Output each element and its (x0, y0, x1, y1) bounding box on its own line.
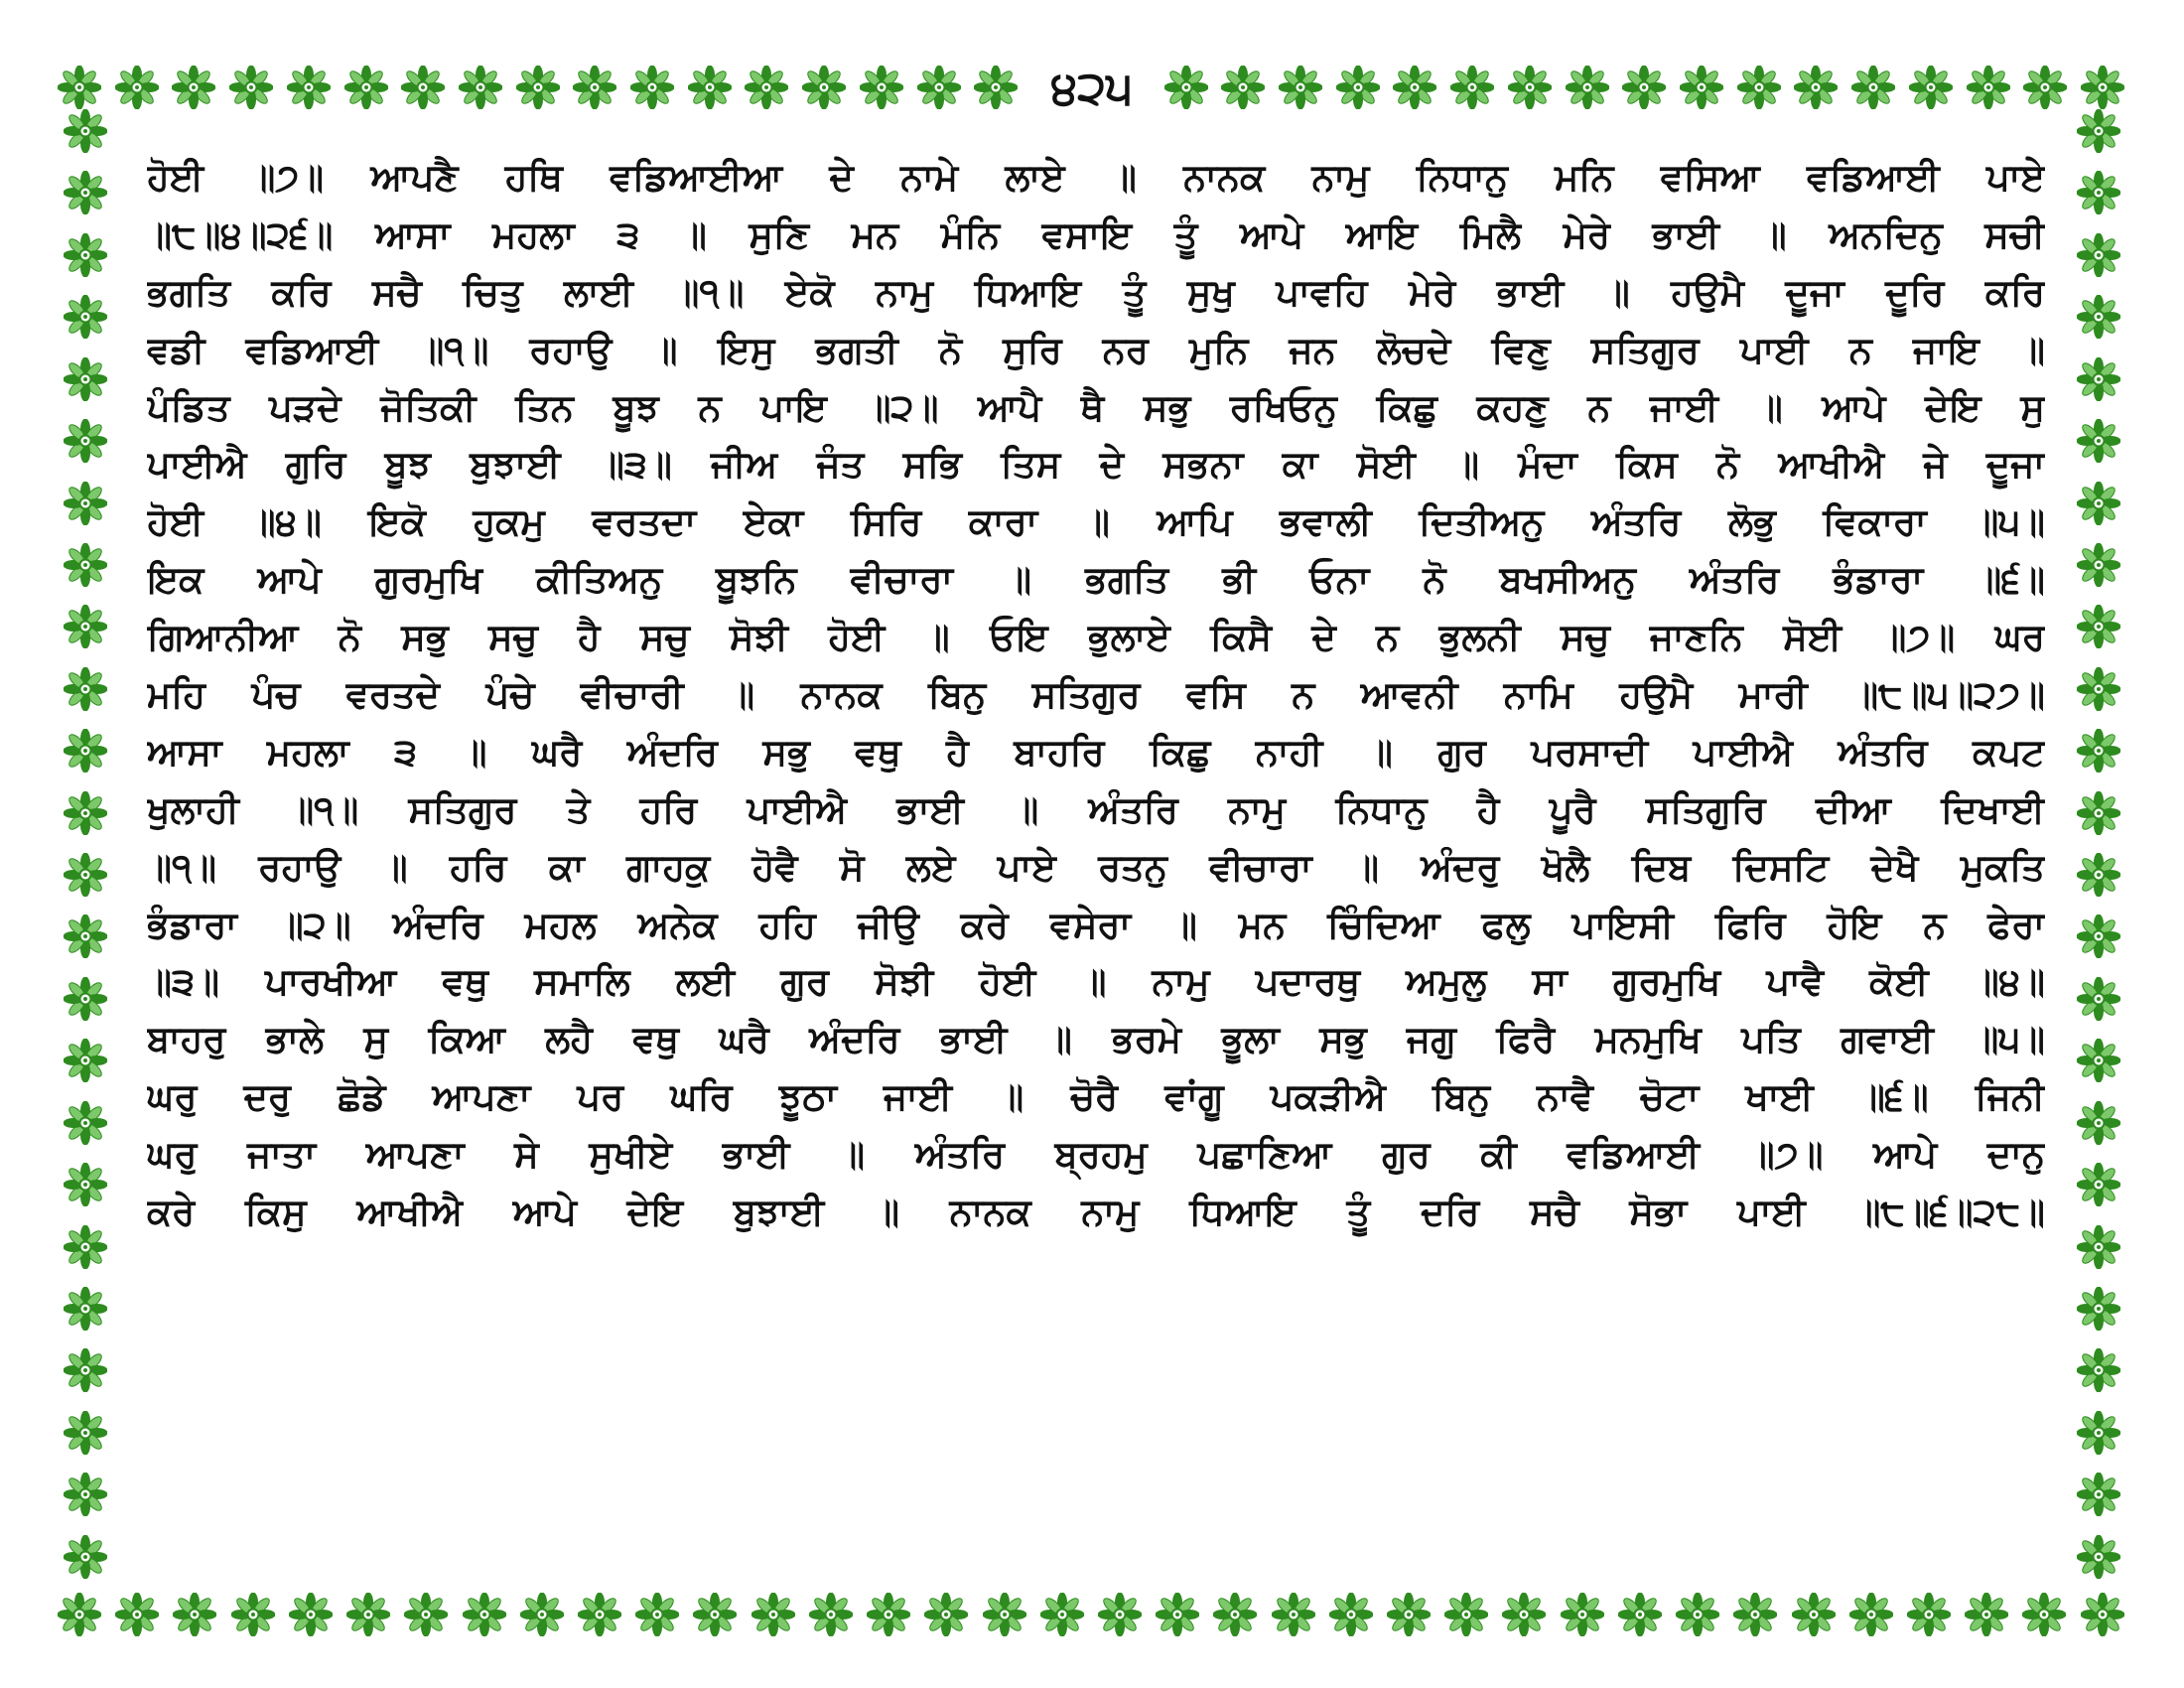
flower-ornament-icon (630, 66, 674, 109)
flower-ornament-icon (64, 791, 107, 835)
flower-ornament-icon (64, 605, 107, 648)
flower-ornament-icon (745, 66, 788, 109)
flower-ornament-icon (1450, 66, 1494, 109)
flower-ornament-icon (2077, 1039, 2120, 1082)
floral-border-left (56, 109, 115, 1579)
flower-ornament-icon (693, 1593, 737, 1636)
flower-ornament-icon (2077, 1101, 2120, 1145)
flower-ornament-icon (1272, 1593, 1315, 1636)
flower-ornament-icon (344, 66, 388, 109)
scripture-text (147, 149, 2045, 1529)
flower-ornament-icon (1907, 1593, 1951, 1636)
flower-ornament-icon (2077, 729, 2120, 773)
flower-ornament-icon (2077, 1163, 2120, 1206)
flower-ornament-icon (229, 66, 273, 109)
flower-ornament-icon (1279, 66, 1322, 109)
flower-ornament-icon (860, 66, 903, 109)
flower-ornament-icon (115, 1593, 159, 1636)
flower-ornament-icon (1040, 1593, 1084, 1636)
flower-ornament-icon (64, 543, 107, 587)
flower-ornament-icon (173, 1593, 216, 1636)
flower-ornament-icon (974, 66, 1018, 109)
text-line: ਕਰੇ ਕਿਸੁ ਆਖੀਐ ਆਪੇ ਦੇਇ ਬੁਝਾਈ ॥ ਨਾਨਕ ਨਾਮੁ ਧਿਆਇ ਤੂੰ ਦਰਿ ਸਚੈ ਸੋਭਾ ਪਾਈ ॥੮॥੬॥੨੮॥ (147, 1191, 2045, 1234)
text-line: ਵਡੀ ਵਡਿਆਈ ॥੧॥ ਰਹਾਉ ॥ ਇਸੁ ਭਗਤੀ ਨੋ ਸੁਰਿ ਨਰ ਮੁਨਿ ਜਨ ਲੋਚਦੇ ਵਿਣੁ ਸਤਿਗੁਰ ਪਾਈ ਨ ਜਾਇ ॥ (147, 328, 2045, 371)
flower-ornament-icon (1444, 1593, 1488, 1636)
flower-ornament-icon (2077, 1411, 2120, 1455)
flower-ornament-icon (2077, 1535, 2120, 1579)
flower-ornament-icon (2081, 66, 2124, 109)
flower-ornament-icon (58, 1593, 101, 1636)
flower-ornament-icon (1387, 1593, 1431, 1636)
flower-ornament-icon (231, 1593, 275, 1636)
flower-ornament-icon (2077, 419, 2120, 463)
flower-ornament-icon (64, 1039, 107, 1082)
flower-ornament-icon (64, 109, 107, 153)
flower-ornament-icon (115, 66, 159, 109)
flower-ornament-icon (64, 1348, 107, 1392)
flower-ornament-icon (346, 1593, 390, 1636)
flower-ornament-icon (2077, 357, 2120, 401)
page-number: ੪੨੫ (1023, 62, 1161, 113)
flower-ornament-icon (2077, 295, 2120, 339)
flower-ornament-icon (2077, 1473, 2120, 1516)
flower-ornament-icon (1098, 1593, 1142, 1636)
flower-ornament-icon (64, 1163, 107, 1206)
flower-ornament-icon (2077, 853, 2120, 897)
flower-ornament-icon (64, 1411, 107, 1455)
text-line: ਗਿਆਨੀਆ ਨੋ ਸਭੁ ਸਚੁ ਹੈ ਸਚੁ ਸੋਝੀ ਹੋਈ ॥ ਓਇ ਭੁਲਾਏ ਕਿਸੈ ਦੇ ਨ ਭੁਲਨੀ ਸਚੁ ਜਾਣਨਿ ਸੋਈ ॥੭॥ ਘਰ (147, 616, 2045, 659)
flower-ornament-icon (1676, 1593, 1719, 1636)
text-line: ਮਹਿ ਪੰਚ ਵਰਤਦੇ ਪੰਚੇ ਵੀਚਾਰੀ ॥ ਨਾਨਕ ਬਿਨੁ ਸਤਿਗੁਰ ਵਸਿ ਨ ਆਵਨੀ ਨਾਮਿ ਹਉਮੈ ਮਾਰੀ ॥੮॥੫॥੨੭॥ (147, 673, 2045, 717)
flower-ornament-icon (2077, 543, 2120, 587)
flower-ornament-icon (1221, 66, 1265, 109)
flower-ornament-icon (688, 66, 732, 109)
flower-ornament-icon (2023, 66, 2067, 109)
flower-ornament-icon (64, 1225, 107, 1269)
flower-ornament-icon (172, 66, 215, 109)
flower-ornament-icon (1622, 66, 1666, 109)
flower-ornament-icon (2081, 1593, 2124, 1636)
flower-ornament-icon (64, 914, 107, 958)
flower-ornament-icon (64, 1287, 107, 1331)
flower-ornament-icon (2077, 171, 2120, 214)
text-line: ਘਰੁ ਦਰੁ ਛੋਡੇ ਆਪਣਾ ਪਰ ਘਰਿ ਝੂਠਾ ਜਾਈ ॥ ਚੋਰੈ ਵਾਂਗੂ ਪਕੜੀਐ ਬਿਨੁ ਨਾਵੈ ਚੋਟਾ ਖਾਈ ॥੬॥ ਜਿਨੀ (147, 1075, 2045, 1119)
flower-ornament-icon (404, 1593, 448, 1636)
flower-ornament-icon (64, 1473, 107, 1516)
text-line: ਖੁਲਾਹੀ ॥੧॥ ਸਤਿਗੁਰ ਤੇ ਹਰਿ ਪਾਈਐ ਭਾਈ ॥ ਅੰਤਰਿ ਨਾਮੁ ਨਿਧਾਨੁ ਹੈ ਪੂਰੈ ਸਤਿਗੁਰਿ ਦੀਆ ਦਿਖਾਈ (147, 787, 2045, 831)
flower-ornament-icon (1336, 66, 1380, 109)
flower-ornament-icon (917, 66, 961, 109)
flower-ornament-icon (459, 66, 502, 109)
flower-ornament-icon (1156, 1593, 1199, 1636)
flower-ornament-icon (1502, 1593, 1546, 1636)
flower-ornament-icon (64, 482, 107, 525)
flower-ornament-icon (1508, 66, 1552, 109)
flower-ornament-icon (1737, 66, 1781, 109)
flower-ornament-icon (64, 729, 107, 773)
flower-ornament-icon (64, 419, 107, 463)
flower-ornament-icon (2022, 1593, 2066, 1636)
flower-ornament-icon (635, 1593, 679, 1636)
flower-ornament-icon (58, 66, 101, 109)
flower-ornament-icon (1164, 66, 1208, 109)
flower-ornament-icon (64, 295, 107, 339)
flower-ornament-icon (1965, 1593, 2008, 1636)
flower-ornament-icon (1967, 66, 2010, 109)
flower-ornament-icon (924, 1593, 968, 1636)
flower-ornament-icon (516, 66, 560, 109)
flower-ornament-icon (401, 66, 445, 109)
flower-ornament-icon (1680, 66, 1723, 109)
flower-ornament-icon (1733, 1593, 1777, 1636)
flower-ornament-icon (64, 357, 107, 401)
flower-ornament-icon (1566, 66, 1609, 109)
flower-ornament-icon (520, 1593, 564, 1636)
text-line: ਭਗਤਿ ਕਰਿ ਸਚੈ ਚਿਤੁ ਲਾਈ ॥੧॥ ਏਕੋ ਨਾਮੁ ਧਿਆਇ ਤੂੰ ਸੁਖੁ ਪਾਵਹਿ ਮੇਰੇ ਭਾਈ ॥ ਹਉਮੈ ਦੂਜਾ ਦੂਰਿ ਕਰਿ (147, 270, 2045, 314)
text-line: ॥੩॥ ਪਾਰਖੀਆ ਵਥੁ ਸਮਾਲਿ ਲਈ ਗੁਰ ਸੋਝੀ ਹੋਈ ॥ ਨਾਮੁ ਪਦਾਰਥੁ ਅਮੁਲੁ ਸਾ ਗੁਰਮੁਖਿ ਪਾਵੈ ਕੋਈ ॥੪॥ (147, 960, 2045, 1004)
flower-ornament-icon (463, 1593, 506, 1636)
text-line: ਪਾਈਐ ਗੁਰਿ ਬੂਝ ਬੁਝਾਈ ॥੩॥ ਜੀਅ ਜੰਤ ਸਭਿ ਤਿਸ ਦੇ ਸਭਨਾ ਕਾ ਸੋਈ ॥ ਮੰਦਾ ਕਿਸ ਨੋ ਆਖੀਐ ਜੇ ਦੂਜਾ (147, 443, 2045, 487)
flower-ornament-icon (64, 1535, 107, 1579)
flower-ornament-icon (64, 853, 107, 897)
flower-ornament-icon (2077, 482, 2120, 525)
flower-ornament-icon (1792, 1593, 1836, 1636)
text-line: ਬਾਹਰੁ ਭਾਲੇ ਸੁ ਕਿਆ ਲਹੈ ਵਥੁ ਘਰੈ ਅੰਦਰਿ ਭਾਈ ॥ ਭਰਮੇ ਭੂਲਾ ਸਭੁ ਜਗੁ ਫਿਰੈ ਮਨਮੁਖਿ ਪਤਿ ਗਵਾਈ ॥੫॥ (147, 1018, 2045, 1061)
flower-ornament-icon (2077, 605, 2120, 648)
text-line: ਪੰਡਿਤ ਪੜਦੇ ਜੋਤਿਕੀ ਤਿਨ ਬੂਝ ਨ ਪਾਇ ॥੨॥ ਆਪੈ ਥੈ ਸਭੁ ਰਖਿਓਨੁ ਕਿਛੁ ਕਹਣੁ ਨ ਜਾਈ ॥ ਆਪੇ ਦੇਇ ਸੁ (147, 385, 2045, 429)
text-line: ਭੰਡਾਰਾ ॥੨॥ ਅੰਦਰਿ ਮਹਲ ਅਨੇਕ ਹਹਿ ਜੀਉ ਕਰੇ ਵਸੇਰਾ ॥ ਮਨ ਚਿੰਦਿਆ ਫਲੁ ਪਾਇਸੀ ਫਿਰਿ ਹੋਇ ਨ ਫੇਰਾ (147, 903, 2045, 946)
flower-ornament-icon (983, 1593, 1026, 1636)
text-line: ਇਕ ਆਪੇ ਗੁਰਮੁਖਿ ਕੀਤਿਅਨੁ ਬੂਝਨਿ ਵੀਚਾਰਾ ॥ ਭਗਤਿ ਭੀ ਓਨਾ ਨੋ ਬਖਸੀਅਨੁ ਅੰਤਰਿ ਭੰਡਾਰਾ ॥੬॥ (147, 558, 2045, 602)
flower-ornament-icon (2077, 667, 2120, 711)
text-line: ਹੋਈ ॥੪॥ ਇਕੋ ਹੁਕਮੁ ਵਰਤਦਾ ਏਕਾ ਸਿਰਿ ਕਾਰਾ ॥ ਆਪਿ ਭਵਾਲੀ ਦਿਤੀਅਨੁ ਅੰਤਰਿ ਲੋਭੁ ਵਿਕਾਰਾ ॥੫॥ (147, 500, 2045, 544)
text-line: ॥੧॥ ਰਹਾਉ ॥ ਹਰਿ ਕਾ ਗਾਹਕੁ ਹੋਵੈ ਸੋ ਲਏ ਪਾਏ ਰਤਨੁ ਵੀਚਾਰਾ ॥ ਅੰਦਰੁ ਖੋਲੈ ਦਿਬ ਦਿਸਟਿ ਦੇਖੈ ਮੁਕਤਿ (147, 845, 2045, 889)
text-line: ਹੋਈ ॥੭॥ ਆਪਣੈ ਹਥਿ ਵਡਿਆਈਆ ਦੇ ਨਾਮੇ ਲਾਏ ॥ ਨਾਨਕ ਨਾਮੁ ਨਿਧਾਨੁ ਮਨਿ ਵਸਿਆ ਵਡਿਆਈ ਪਾਏ (147, 156, 2045, 199)
flower-ornament-icon (64, 171, 107, 214)
text-line: ਘਰੁ ਜਾਤਾ ਆਪਣਾ ਸੇ ਸੁਖੀਏ ਭਾਈ ॥ ਅੰਤਰਿ ਬ੍ਰਹਮੁ ਪਛਾਣਿਆ ਗੁਰ ਕੀ ਵਡਿਆਈ ॥੭॥ ਆਪੇ ਦਾਨੁ (147, 1133, 2045, 1177)
flower-ornament-icon (1393, 66, 1436, 109)
flower-ornament-icon (802, 66, 846, 109)
flower-ornament-icon (1213, 1593, 1257, 1636)
floral-border-right (2069, 109, 2128, 1579)
flower-ornament-icon (573, 66, 616, 109)
flower-ornament-icon (2077, 1287, 2120, 1331)
flower-ornament-icon (64, 1101, 107, 1145)
flower-ornament-icon (64, 233, 107, 277)
flower-ornament-icon (2077, 791, 2120, 835)
flower-ornament-icon (1561, 1593, 1604, 1636)
flower-ornament-icon (1849, 1593, 1893, 1636)
text-line: ਆਸਾ ਮਹਲਾ ੩ ॥ ਘਰੈ ਅੰਦਰਿ ਸਭੁ ਵਥੁ ਹੈ ਬਾਹਰਿ ਕਿਛੁ ਨਾਹੀ ॥ ਗੁਰ ਪਰਸਾਦੀ ਪਾਈਐ ਅੰਤਰਿ ਕਪਟ (147, 730, 2045, 774)
flower-ornament-icon (64, 667, 107, 711)
flower-ornament-icon (2077, 914, 2120, 958)
flower-ornament-icon (2077, 977, 2120, 1021)
flower-ornament-icon (1618, 1593, 1662, 1636)
flower-ornament-icon (287, 66, 331, 109)
flower-ornament-icon (809, 1593, 853, 1636)
flower-ornament-icon (2077, 1225, 2120, 1269)
flower-ornament-icon (64, 977, 107, 1021)
flower-ornament-icon (2077, 1348, 2120, 1392)
flower-ornament-icon (2077, 233, 2120, 277)
flower-ornament-icon (751, 1593, 795, 1636)
flower-ornament-icon (1329, 1593, 1373, 1636)
flower-ornament-icon (1794, 66, 1838, 109)
flower-ornament-icon (578, 1593, 621, 1636)
floral-border-bottom (58, 1585, 2124, 1644)
flower-ornament-icon (289, 1593, 333, 1636)
flower-ornament-icon (2077, 109, 2120, 153)
flower-ornament-icon (1909, 66, 1953, 109)
flower-ornament-icon (867, 1593, 910, 1636)
flower-ornament-icon (1851, 66, 1895, 109)
text-line: ॥੮॥੪॥੨੬॥ ਆਸਾ ਮਹਲਾ ੩ ॥ ਸੁਣਿ ਮਨ ਮੰਨਿ ਵਸਾਇ ਤੂੰ ਆਪੇ ਆਇ ਮਿਲੈ ਮੇਰੇ ਭਾਈ ॥ ਅਨਦਿਨੁ ਸਚੀ (147, 212, 2045, 256)
